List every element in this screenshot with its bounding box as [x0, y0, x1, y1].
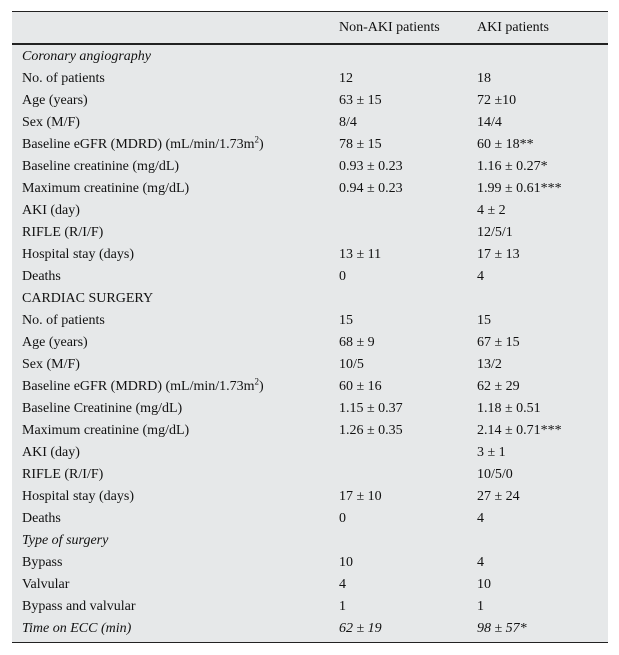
aki-value: 98 ± 57* [477, 621, 527, 636]
row-label [12, 247, 339, 263]
table-row [12, 398, 608, 420]
row-label-text: Valvular [22, 577, 70, 592]
table-row [12, 596, 608, 618]
row-label [12, 621, 339, 637]
row-label [12, 376, 339, 395]
table-row [12, 222, 608, 244]
row-label-text: Deaths [22, 269, 61, 284]
table-row [12, 486, 608, 508]
table-row [12, 530, 608, 552]
row-label-superscript: 2 [254, 134, 260, 145]
non-aki-value: 12 [339, 71, 353, 86]
non-aki-value: 15 [339, 313, 353, 328]
non-aki-value: 0 [339, 511, 346, 526]
header-aki: AKI patients [477, 19, 549, 35]
table-row [12, 46, 608, 68]
row-label-text: Type of surgery [22, 533, 109, 548]
row-label [12, 159, 339, 175]
row-label [12, 203, 339, 219]
row-label-text: Maximum creatinine (mg/dL) [22, 181, 190, 196]
non-aki-value: 62 ± 19 [339, 621, 382, 636]
table-row [12, 376, 608, 398]
table-row [12, 266, 608, 288]
row-label [12, 71, 339, 87]
row-label-text: Baseline creatinine (mg/dL) [22, 159, 180, 174]
table-row [12, 618, 608, 640]
table-row [12, 508, 608, 530]
row-label [12, 489, 339, 505]
row-label [12, 225, 339, 241]
table-row [12, 244, 608, 266]
row-label [12, 357, 339, 373]
table-row [12, 156, 608, 178]
row-label [12, 335, 339, 351]
aki-value: 1.99 ± 0.61*** [477, 181, 562, 196]
row-label-text: Hospital stay (days) [22, 247, 134, 262]
table-body [12, 45, 608, 642]
row-label [12, 313, 339, 329]
table-row [12, 90, 608, 112]
row-label-text: AKI (day) [22, 203, 80, 218]
table-row [12, 574, 608, 596]
row-label [12, 134, 339, 153]
row-label-text: Sex (M/F) [22, 357, 80, 372]
aki-value: 4 [477, 555, 484, 570]
row-label-text: Hospital stay (days) [22, 489, 134, 504]
row-label-text: CARDIAC SURGERY [22, 291, 154, 306]
row-label-end: ) [259, 137, 264, 152]
non-aki-value: 0 [339, 269, 346, 284]
aki-value: 3 ± 1 [477, 445, 506, 460]
row-label-end: ) [259, 379, 264, 394]
row-label-text: AKI (day) [22, 445, 80, 460]
row-label-text: Bypass [22, 555, 63, 570]
row-label-text: No. of patients [22, 71, 105, 86]
table-row [12, 354, 608, 376]
row-label-text: Sex (M/F) [22, 115, 80, 130]
non-aki-value: 1.15 ± 0.37 [339, 401, 403, 416]
non-aki-value: 60 ± 16 [339, 379, 382, 394]
row-label [12, 555, 339, 571]
non-aki-value: 4 [339, 577, 346, 592]
row-label [12, 599, 339, 615]
aki-value: 12/5/1 [477, 225, 513, 240]
row-label-text: Maximum creatinine (mg/dL) [22, 423, 190, 438]
row-label-text: Age (years) [22, 93, 88, 108]
non-aki-value: 0.93 ± 0.23 [339, 159, 403, 174]
row-label-text: Deaths [22, 511, 61, 526]
non-aki-value: 1 [339, 599, 346, 614]
row-label-text: Baseline eGFR (MDRD) (mL/min/1.73m [22, 137, 255, 152]
aki-value: 2.14 ± 0.71*** [477, 423, 562, 438]
non-aki-value: 78 ± 15 [339, 137, 382, 152]
non-aki-value: 13 ± 11 [339, 247, 382, 262]
row-label-text: Coronary angiography [22, 49, 151, 64]
row-label-text: No. of patients [22, 313, 105, 328]
row-label-text: Age (years) [22, 335, 88, 350]
row-label-text: Time on ECC (min) [22, 621, 132, 636]
row-label-text: RIFLE (R/I/F) [22, 225, 104, 240]
row-label [12, 269, 339, 285]
non-aki-value: 17 ± 10 [339, 489, 382, 504]
aki-value: 27 ± 24 [477, 489, 520, 504]
aki-value: 14/4 [477, 115, 502, 130]
row-label [12, 181, 339, 197]
table-row [12, 310, 608, 332]
row-label-text: Bypass and valvular [22, 599, 136, 614]
row-label-text: Baseline Creatinine (mg/dL) [22, 401, 183, 416]
table-row [12, 200, 608, 222]
aki-value: 67 ± 15 [477, 335, 520, 350]
aki-value: 15 [477, 313, 491, 328]
row-label [12, 577, 339, 593]
table-row [12, 68, 608, 90]
row-label-text: RIFLE (R/I/F) [22, 467, 104, 482]
aki-value: 10/5/0 [477, 467, 513, 482]
table-row [12, 178, 608, 200]
table-row [12, 420, 608, 442]
table-row [12, 112, 608, 134]
data-table [12, 11, 608, 643]
table-row [12, 332, 608, 354]
aki-value: 72 ±10 [477, 93, 517, 108]
table-header [12, 12, 608, 45]
aki-value: 4 [477, 269, 484, 284]
aki-value: 18 [477, 71, 491, 86]
table-row [12, 464, 608, 486]
aki-value: 1 [477, 599, 484, 614]
non-aki-value: 68 ± 9 [339, 335, 375, 350]
row-label [12, 445, 339, 461]
header-non-aki: Non-AKI patients [339, 19, 440, 35]
non-aki-value: 63 ± 15 [339, 93, 382, 108]
non-aki-value: 8/4 [339, 115, 357, 130]
non-aki-value: 10 [339, 555, 353, 570]
row-label [12, 49, 339, 65]
row-label [12, 291, 339, 307]
row-label [12, 115, 339, 131]
aki-value: 4 ± 2 [477, 203, 506, 218]
row-label [12, 401, 339, 417]
row-label-superscript: 2 [254, 376, 260, 387]
aki-value: 17 ± 13 [477, 247, 520, 262]
table-row [12, 288, 608, 310]
row-label [12, 511, 339, 527]
non-aki-value: 0.94 ± 0.23 [339, 181, 403, 196]
row-label [12, 533, 339, 549]
aki-value: 1.16 ± 0.27* [477, 159, 548, 174]
row-label [12, 467, 339, 483]
row-label-text: Baseline eGFR (MDRD) (mL/min/1.73m [22, 379, 255, 394]
aki-value: 62 ± 29 [477, 379, 520, 394]
table-row [12, 552, 608, 574]
aki-value: 13/2 [477, 357, 502, 372]
row-label [12, 93, 339, 109]
aki-value: 1.18 ± 0.51 [477, 401, 541, 416]
non-aki-value: 10/5 [339, 357, 364, 372]
non-aki-value: 1.26 ± 0.35 [339, 423, 403, 438]
aki-value: 10 [477, 577, 491, 592]
aki-value: 60 ± 18** [477, 137, 534, 152]
table-row [12, 134, 608, 156]
row-label [12, 423, 339, 439]
aki-value: 4 [477, 511, 484, 526]
table-row [12, 442, 608, 464]
